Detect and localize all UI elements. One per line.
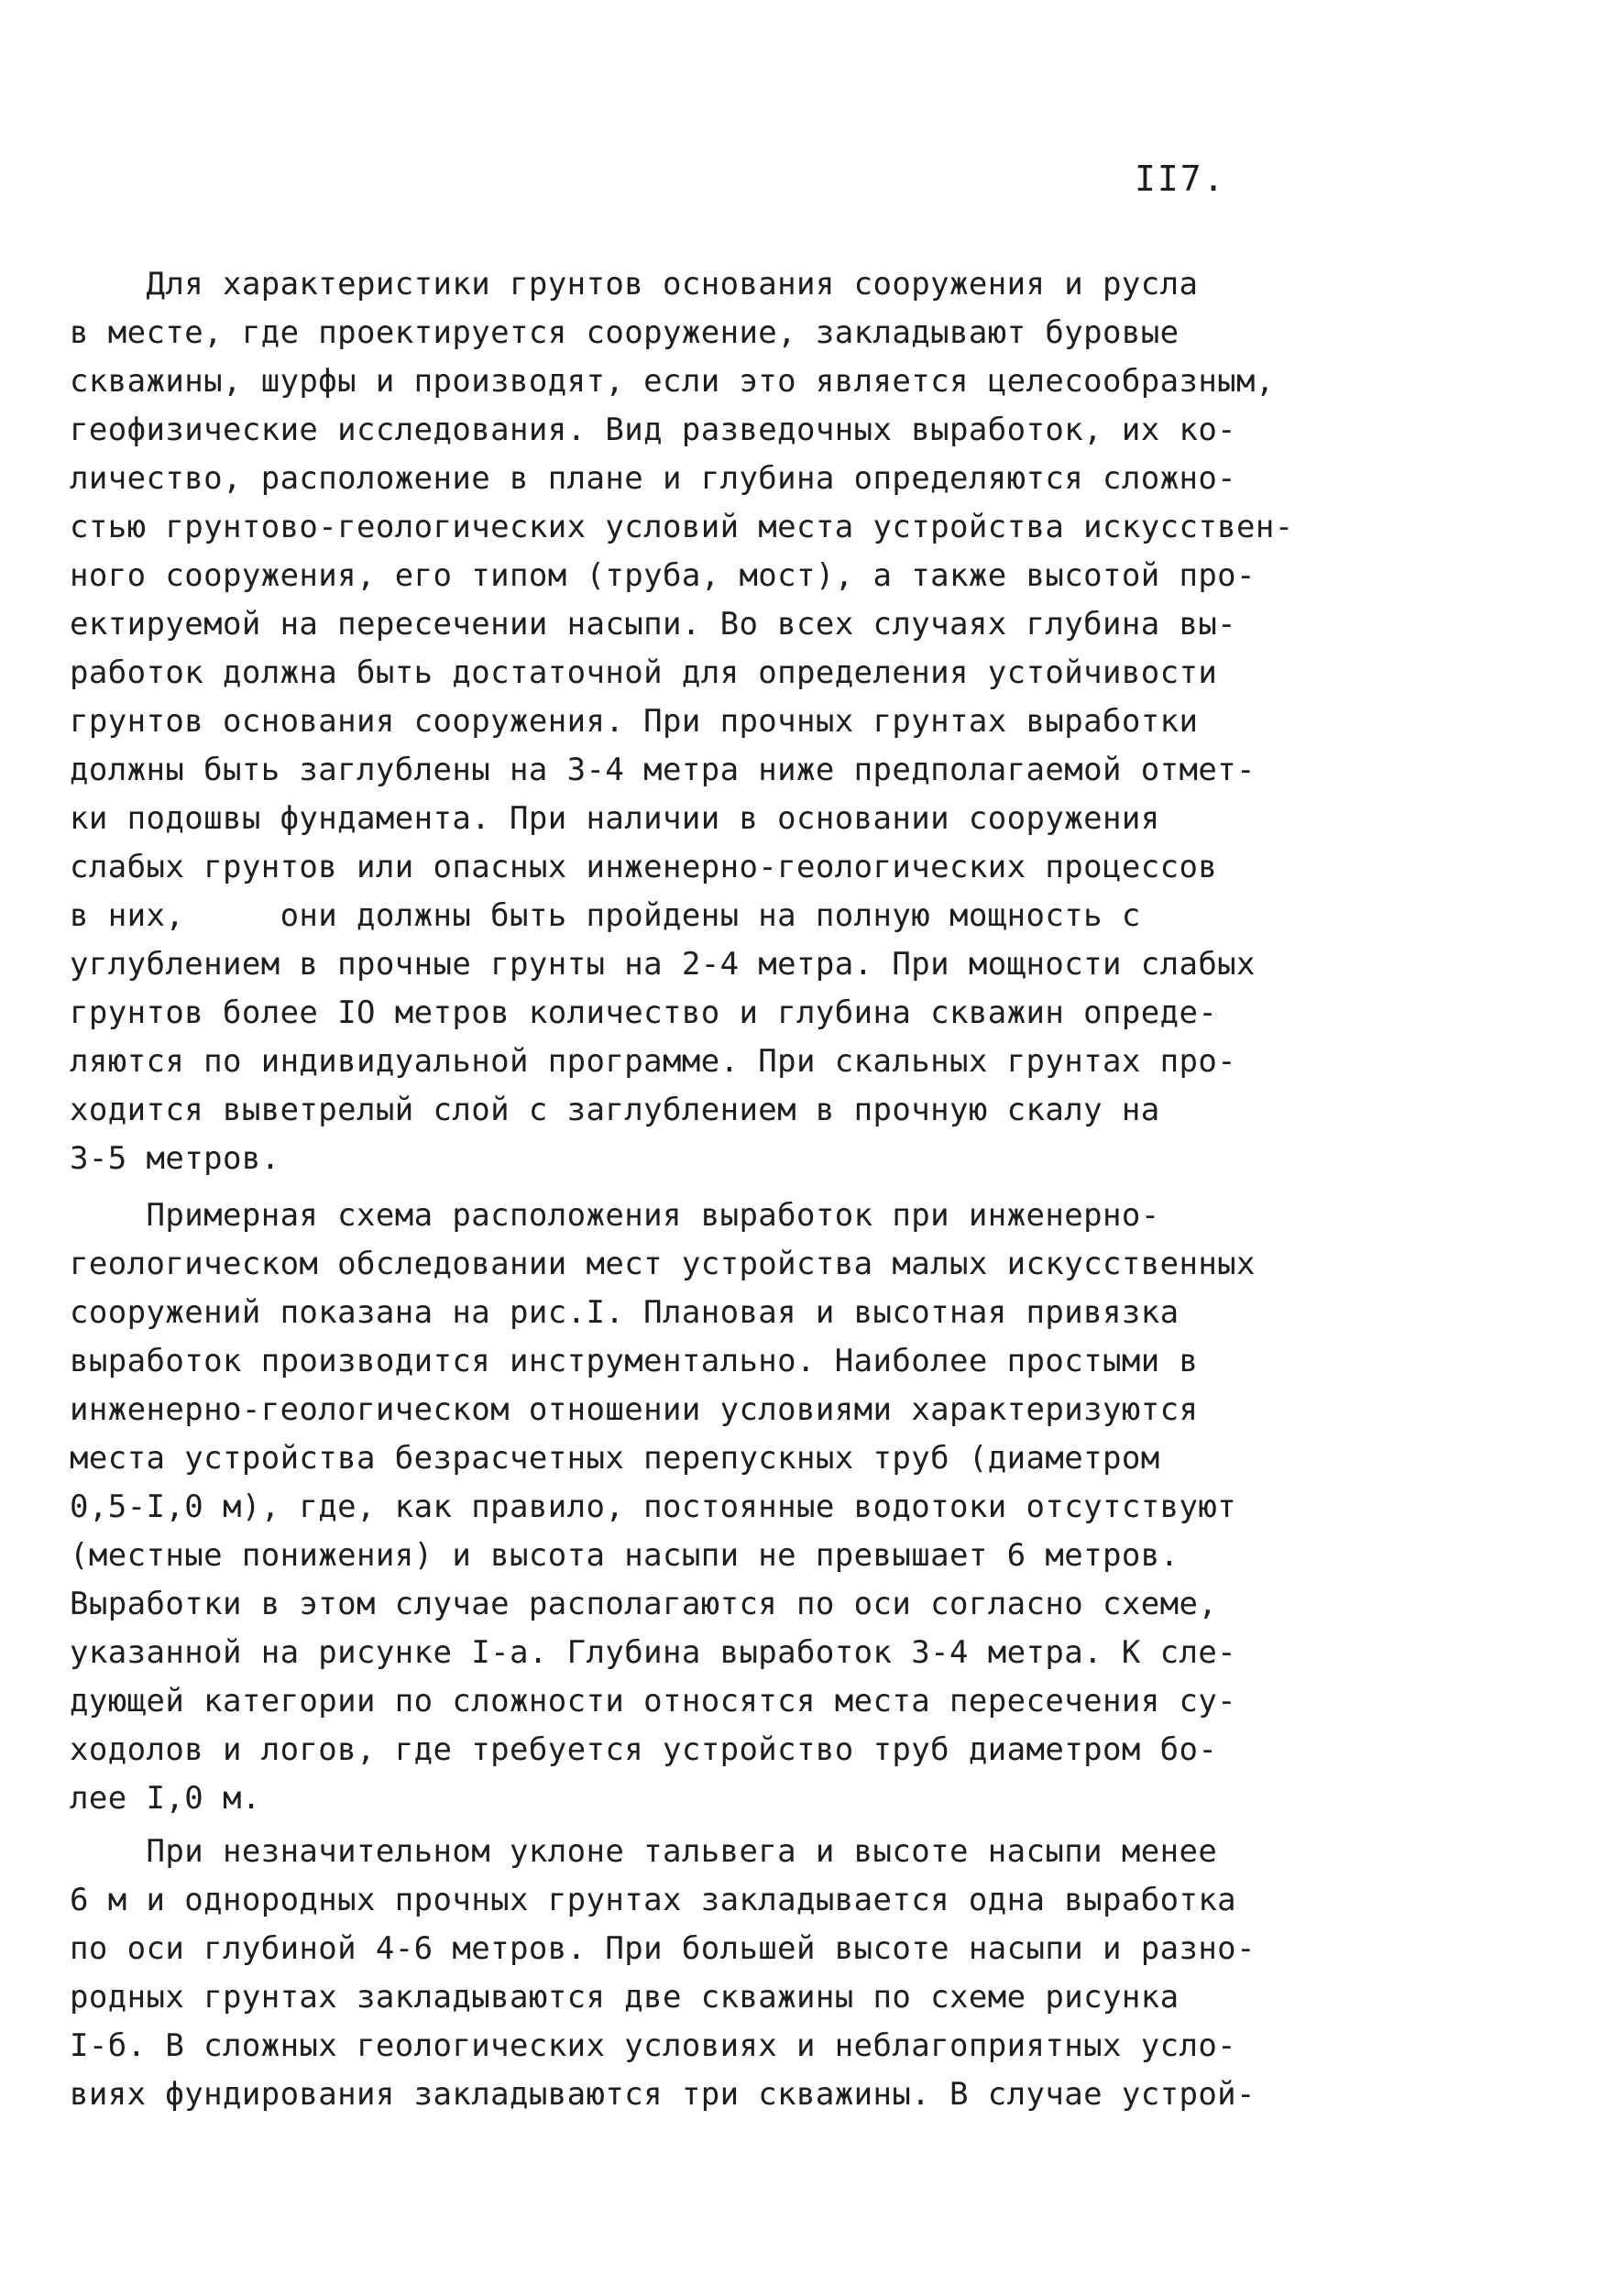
text-line: выработок производится инструментально. Наиболее простыми в (70, 1343, 1199, 1379)
text-line: личество, расположение в плане и глубина определяются сложно- (70, 460, 1237, 497)
text-line: Для характеристики грунтов основания сооружения и русла (70, 266, 1199, 302)
text-line: ного сооружения, его типом (труба, мост), а также высотой про- (70, 557, 1256, 594)
text-line: в месте, где проектируется сооружение, закладывают буровые (70, 314, 1180, 351)
text-line: родных грунтах закладываются две скважины по схеме рисунка (70, 1979, 1180, 2016)
text-line: работок должна быть достаточной для определения устойчивости (70, 654, 1218, 691)
text-line: 0,5-I,0 м), где, как правило, постоянные водотоки отсутствуют (70, 1489, 1237, 1525)
text-line: Примерная схема расположения выработок при инженерно- (70, 1197, 1160, 1234)
text-line: геофизические исследования. Вид разведочных выработок, их ко- (70, 412, 1237, 448)
text-line: дующей категории по сложности относятся места пересечения су- (70, 1683, 1237, 1719)
text-line: ходится выветрелый слой с заглублением в прочную скалу на (70, 1092, 1160, 1128)
text-line: I-б. В сложных геологических условиях и неблагоприятных усло- (70, 2027, 1237, 2064)
text-line: в них, они должны быть пройдены на полную мощность с (70, 897, 1141, 934)
text-line: грунтов основания сооружения. При прочных грунтах выработки (70, 703, 1199, 740)
text-line: должны быть заглублены на 3-4 метра ниже предполагаемой отмет- (70, 752, 1256, 788)
paragraph-2 (70, 1192, 1353, 1823)
paragraph-1 (70, 260, 1353, 1183)
text-line: При незначительном уклоне тальвега и высоте насыпи менее (70, 1833, 1218, 1870)
text-line: 6 м и однородных прочных грунтах закладывается одна выработка (70, 1882, 1237, 1918)
text-line: скважины, шурфы и производят, если это является целесообразным, (70, 363, 1275, 400)
text-line: по оси глубиной 4-6 метров. При большей высоте насыпи и разно- (70, 1930, 1256, 1967)
text-line: ектируемой на пересечении насыпи. Во всех случаях глубина вы- (70, 606, 1237, 643)
text-line: Выработки в этом случае располагаются по оси согласно схеме, (70, 1586, 1218, 1622)
text-line: слабых грунтов или опасных инженерно-геологических процессов (70, 849, 1218, 885)
text-line: указанной на рисунке I-а. Глубина выработок 3-4 метра. К сле- (70, 1634, 1237, 1671)
text-line: (местные понижения) и высота насыпи не превышает 6 метров. (70, 1537, 1180, 1574)
text-line: виях фундирования закладываются три скважины. В случае устрой- (70, 2076, 1256, 2113)
paragraph-3 (70, 1828, 1353, 2119)
text-line: грунтов более IO метров количество и глубина скважин опреде- (70, 994, 1218, 1031)
text-line: ходолов и логов, где требуется устройство труб диаметром бо- (70, 1731, 1218, 1768)
page-number: II7. (1135, 159, 1226, 199)
text-line: лее I,0 м. (70, 1780, 261, 1817)
text-line: геологическом обследовании мест устройства малых искусственных (70, 1246, 1256, 1282)
text-line: углублением в прочные грунты на 2-4 метра. При мощности слабых (70, 946, 1256, 983)
text-line: инженерно-геологическом отношении условиями характеризуются (70, 1391, 1199, 1428)
text-line: ляются по индивидуальной программе. При скальных грунтах про- (70, 1043, 1237, 1080)
text-line: сооружений показана на рис.I. Плановая и высотная привязка (70, 1294, 1180, 1331)
text-line: места устройства безрасчетных перепускных труб (диаметром (70, 1440, 1160, 1477)
text-line: стью грунтово-геологических условий места устройства искусствен- (70, 509, 1294, 545)
text-line: ки подошвы фундамента. При наличии в основании сооружения (70, 800, 1160, 837)
text-line: 3-5 метров. (70, 1140, 280, 1177)
